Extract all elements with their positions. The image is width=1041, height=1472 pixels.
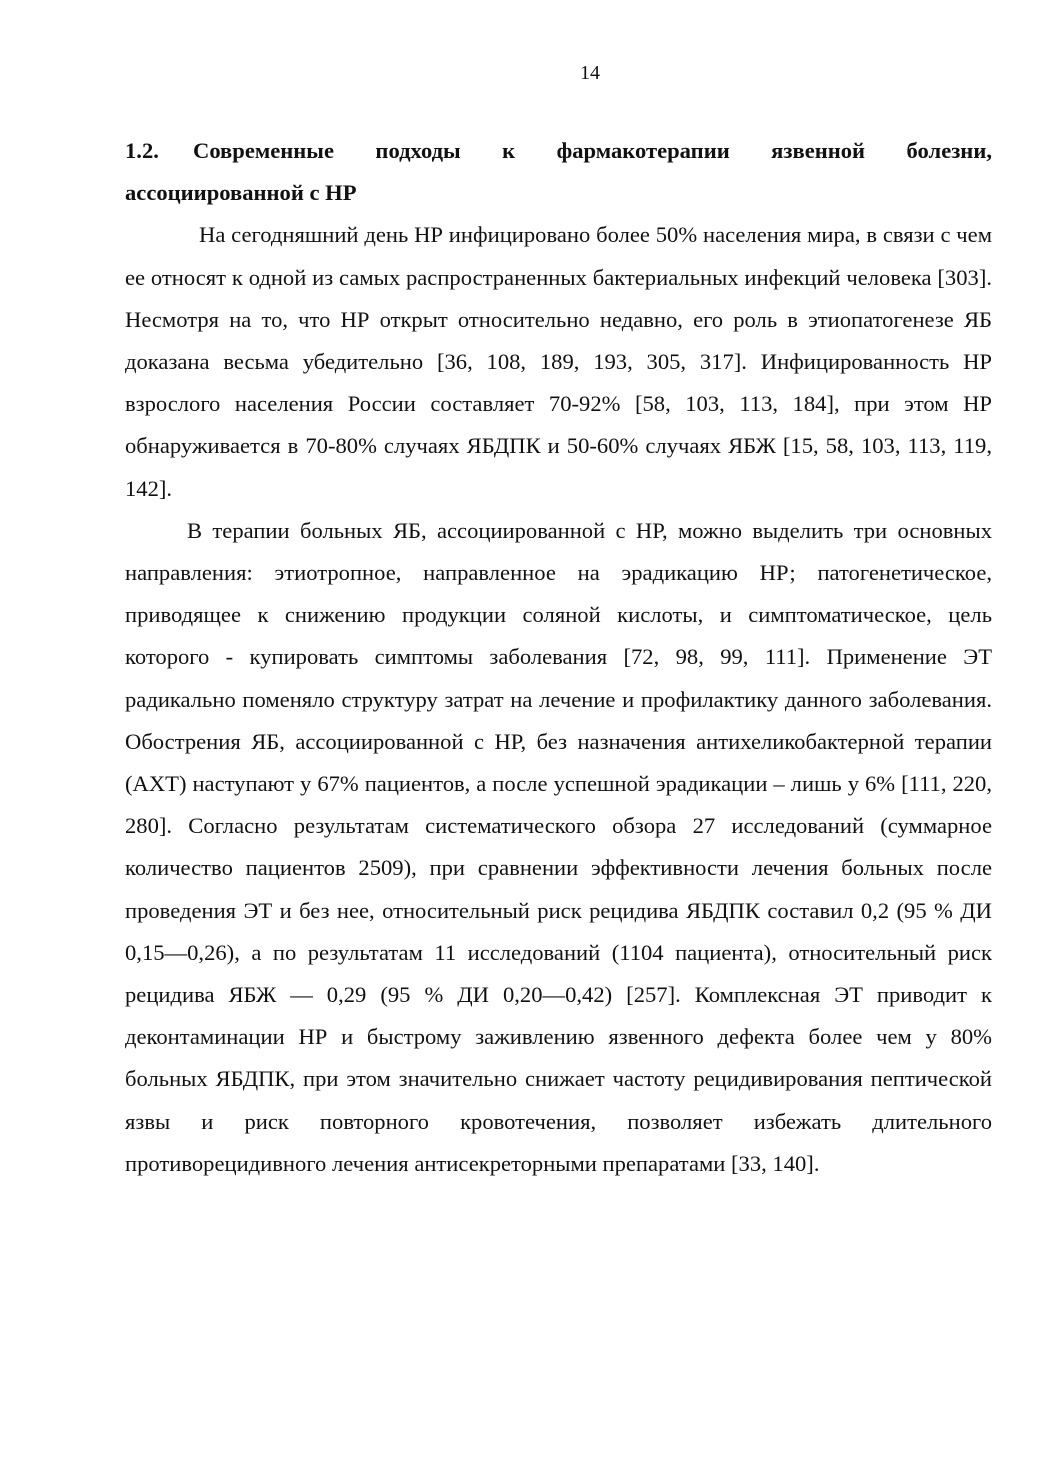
paragraph-1: На сегодняшний день НР инфицировано более 50% населения мира, в связи с чем ее относят к одной из самых распространенных бактериальных инфекций человека [303]. Несмотря на то, что НР открыт относительно недавно, его роль в этиопатогенезе ЯБ доказана весьма убедительно [36, 108, 189, 193, 305, 317]. Инфицированность НР взрослого населения России составляет 70-92% [58, 103, 113, 184], при этом НР обнаруживается в 70-80% случаях ЯБДПК и 50-60% случаях ЯБЖ [15, 58, 103, 113, 119, 142]. [125,222,992,501]
section-heading [125,130,992,214]
section-number: 1.2. [125,138,159,163]
section-title: Современные подходы к фармакотерапии язвенной болезни, ассоциированной с НР [125,138,992,206]
paragraph-2: В терапии больных ЯБ, ассоциированной с НР, можно выделить три основных направления: этиотропное, направленное на эрадикацию НР; патогенетическое, приводящее к снижению продукции соляной кислоты, и симптоматическое, цель которого - купировать симптомы заболевания [72, 98, 99, 111]. Применение ЭТ радикально поменяло структуру затрат на лечение и профилактику данного заболевания. Обострения ЯБ, ассоциированной с НР, без назначения антихеликобактерной терапии (АХТ) наступают у 67% пациентов, а после успешной эрадикации – лишь у 6% [111, 220, 280]. Согласно результатам систематического обзора 27 исследований (суммарное количество пациентов 2509), при сравнении эффективности лечения больных после проведения ЭТ и без нее, относительный риск рецидива ЯБДПК составил 0,2 (95 % ДИ 0,15—0,26), а по результатам 11 исследований (1104 пациента), относительный риск рецидива ЯБЖ — 0,29 (95 % ДИ 0,20—0,42) [257]. Комплексная ЭТ приводит к деконтаминации НР и быстрому заживлению язвенного дефекта более чем у 80% больных ЯБДПК, при этом значительно снижает частоту рецидивирования пептической язвы и риск повторного кровотечения, позволяет избежать длительного противорецидивного лечения антисекреторными препаратами [33, 140]. [125,517,992,1176]
document-body [125,130,992,1185]
page-number: 14 [580,62,600,84]
